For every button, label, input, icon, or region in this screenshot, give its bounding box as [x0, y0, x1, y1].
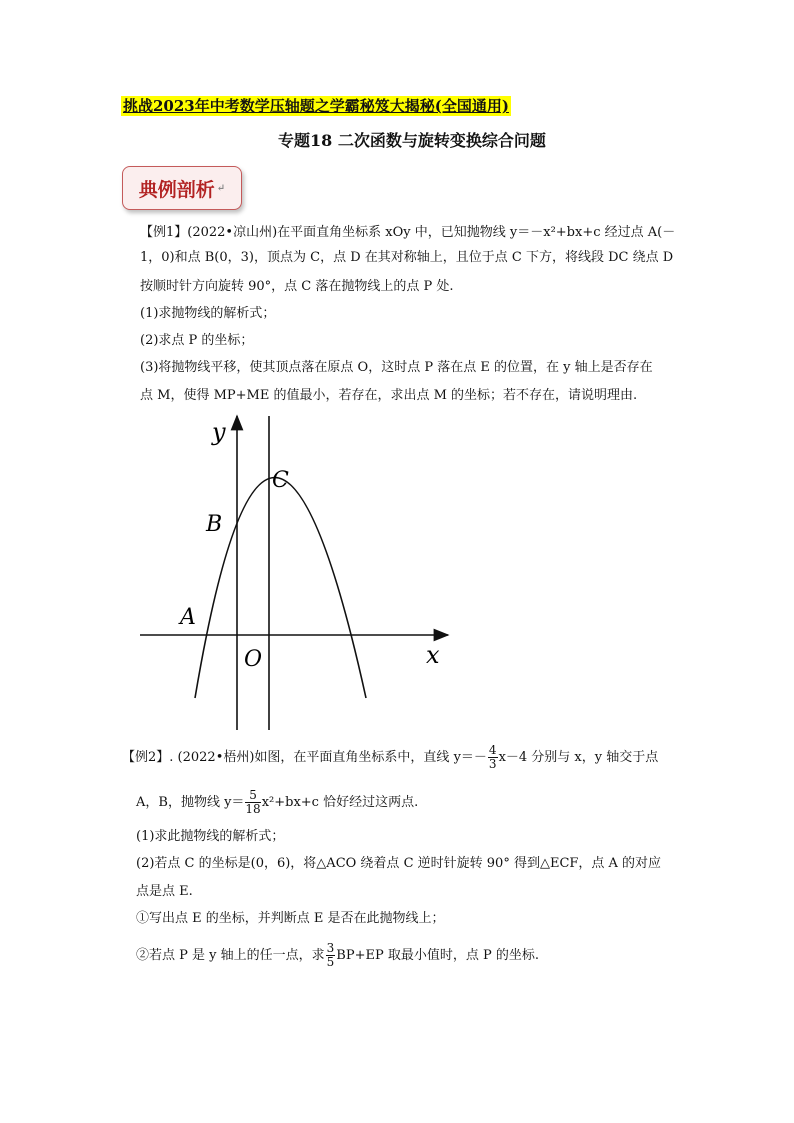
example-2-line-2 [136, 789, 418, 816]
coefficient-fraction [245, 789, 260, 816]
example-2-line-1-post: x－4 分别与 x，y 轴交于点 [498, 750, 659, 765]
parabola-curve [195, 478, 366, 699]
example-2-line-2-post: x²+bx+c 恰好经过这两点. [261, 795, 419, 810]
example-2-sub-2-pre: ②若点 P 是 y 轴上的任一点，求 [136, 948, 325, 963]
example-1-question-3b: 点 M，使得 MP+ME 的值最小，若存在，求出点 M 的坐标；若不存在，请说明理由. [140, 388, 638, 403]
example-2-question-2b: 点是点 E. [136, 884, 193, 899]
example-2-line-2-pre: A，B，抛物线 y＝ [136, 795, 245, 810]
x-axis-label: x [426, 641, 440, 669]
example-2-sub-1: ①写出点 E 的坐标，并判断点 E 是否在此抛物线上； [136, 911, 445, 926]
example-2-question-2a: (2)若点 C 的坐标是(0，6)，将△ACO 绕着点 C 逆时针旋转 90° 得到△ECF，点 A 的对应 [136, 856, 662, 871]
example-1-line-3: 按顺时针方向旋转 90°，点 C 落在抛物线上的点 P 处. [140, 279, 454, 294]
paragraph-mark-icon: ↵ [216, 182, 226, 194]
ratio-denominator: 5 [326, 955, 335, 969]
point-b-label: B [206, 512, 223, 537]
ratio-numerator: 3 [326, 941, 335, 955]
example-2-line-1 [122, 744, 658, 771]
coefficient-numerator: 5 [245, 789, 260, 803]
example-1-question-3a: (3)将抛物线平移，使其顶点落在原点 O，这时点 P 落在点 E 的位置，在 y 轴上是否存在 [140, 360, 653, 375]
origin-label: O [244, 647, 263, 672]
example-1-question-1: (1)求抛物线的解析式； [140, 306, 276, 321]
slope-fraction [488, 744, 498, 771]
parabola-figure [130, 410, 460, 735]
section-badge-label: 典例剖析 [138, 178, 215, 201]
example-2-sub-2 [136, 942, 539, 969]
example-2-sub-2-post: BP+EP 取最小值时，点 P 的坐标. [336, 948, 539, 963]
point-c-label: C [272, 468, 289, 493]
slope-denominator: 3 [488, 757, 497, 771]
slope-numerator: 4 [488, 743, 497, 757]
series-banner: 挑战2023年中考数学压轴题之学霸秘笈大揭秘(全国通用) [123, 97, 509, 115]
example-2-question-1: (1)求此抛物线的解析式； [136, 829, 285, 844]
page-title: 专题18 二次函数与旋转变换综合问题 [278, 131, 546, 150]
coefficient-denominator: 18 [245, 802, 261, 816]
example-2-line-1-pre: 【例2】. (2022•梧州)如图，在平面直角坐标系中，直线 y＝－ [122, 750, 487, 765]
section-badge [122, 166, 242, 210]
y-axis-label: y [212, 418, 226, 446]
example-1-question-2: (2)求点 P 的坐标； [140, 333, 254, 348]
ratio-fraction [326, 942, 336, 969]
point-a-label: A [180, 605, 196, 630]
example-1-line-2: 1，0)和点 B(0，3)，顶点为 C，点 D 在其对称轴上，且位于点 C 下方，将线段 DC 绕点 D [140, 250, 674, 265]
example-1-line-1: 【例1】(2022•凉山州)在平面直角坐标系 xOy 中，已知抛物线 y＝－x²+bx+c 经过点 A(－ [140, 225, 676, 240]
